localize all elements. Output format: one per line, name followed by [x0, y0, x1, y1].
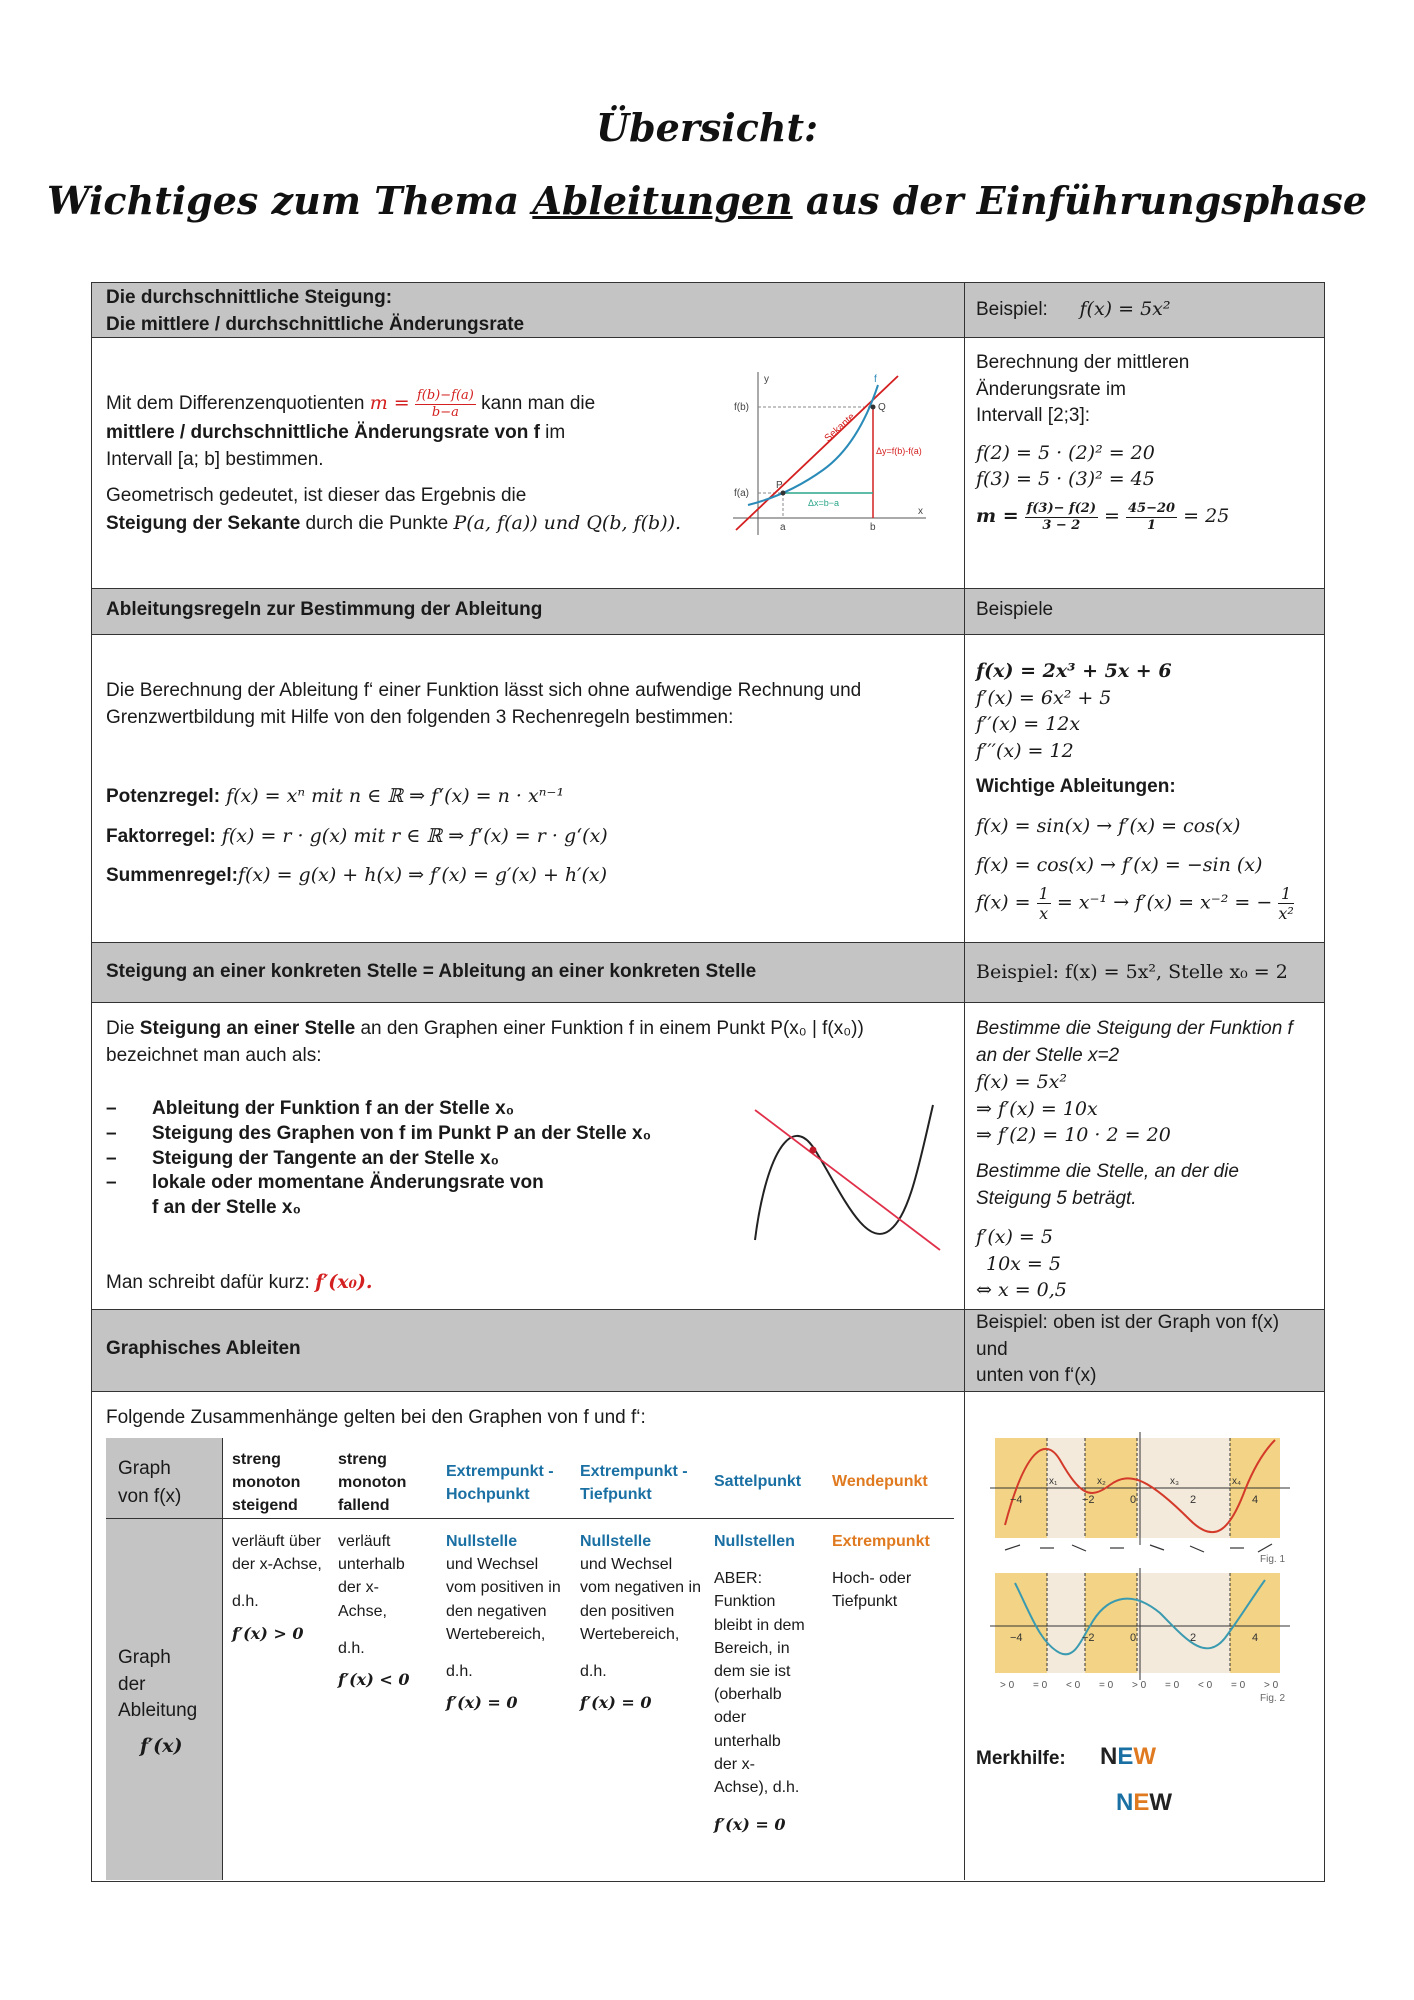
dy-label: Δy=f(b)-f(a) — [876, 446, 922, 456]
point-P — [781, 491, 786, 496]
y-axis-label: y — [764, 374, 769, 385]
row-line — [91, 634, 1324, 635]
row-line — [91, 942, 1324, 943]
f-label: f — [874, 374, 877, 385]
section1-header: Die durchschnittliche Steigung: Die mittlere / durchschnittliche Änderungsrate — [106, 287, 525, 335]
svg-text:−2: −2 — [1082, 1632, 1095, 1644]
svg-text:x₂: x₂ — [1097, 1476, 1106, 1487]
list-item: – Ableitung der Funktion f an der Stelle x₀ — [106, 1097, 706, 1122]
sign-row — [1000, 1680, 1279, 1691]
section3-right-header: Beispiel: f(x) = 5x², Stelle x₀ = 2 — [976, 961, 1288, 983]
fb-label: f(b) — [734, 402, 749, 413]
section1-text: Mit dem Differenzenquotienten m = $\frac{f(b)-f(a)}{b-a}$ kann man die mittlere / durchschnittliche Änderungsrate von f im Intervall [a; b] bestimmen. Geometrisch gedeutet, ist dieser das Ergebnis die Steigung der Sekante durch die Punkte P(a, f(a)) und Q(b, f(b)). — [106, 388, 682, 534]
svg-text:2: 2 — [1190, 1632, 1197, 1644]
svg-text:−4: −4 — [1010, 1632, 1023, 1644]
svg-text:> 0: > 0 — [1264, 1680, 1279, 1691]
P-label: P — [776, 480, 783, 491]
tangent-figure — [745, 1100, 945, 1255]
row2-label: Graph der Ableitung f′(x) — [118, 1647, 198, 1757]
list-item: – Steigung der Tangente an der Stelle x₀ — [106, 1147, 706, 1172]
svg-text:= 0: = 0 — [1033, 1680, 1048, 1691]
svg-text:> 0: > 0 — [1000, 1680, 1015, 1691]
figure-2 — [990, 1568, 1300, 1703]
section4-intro: Folgende Zusammenhänge gelten bei den Graphen von f und f‘: — [106, 1407, 646, 1428]
a-label: a — [780, 522, 786, 533]
Q-label: Q — [878, 402, 886, 413]
svg-text:x₃: x₃ — [1170, 1476, 1180, 1487]
tangent-line — [755, 1110, 940, 1250]
section2-right-header: Beispiele — [976, 599, 1054, 620]
row-line — [91, 1002, 1324, 1003]
point-Q — [871, 405, 876, 410]
col-header-wendepunkt: Wendepunkt — [832, 1473, 928, 1490]
secant-figure — [728, 370, 928, 545]
section1-right: Berechnung der mittleren Änderungsrate im Intervall [2;3]: f(2) = 5 · (2)² = 20 f(3) = 5 · (3)² = 45 m = $\frac{f(3)- f(2)}{3 - 2}$ = $\frac{45-20}{1}$ = 25 — [976, 352, 1230, 533]
b-label: b — [870, 522, 876, 533]
svg-text:Fig. 2: Fig. 2 — [1260, 1693, 1286, 1703]
function-curve — [755, 1105, 933, 1240]
svg-text:4: 4 — [1252, 1632, 1259, 1644]
row1-label: Graph von f(x) — [118, 1458, 182, 1507]
page-title-line2: Wichtiges zum Thema Ableitungen aus der Einführungsphase — [46, 178, 1368, 223]
svg-text:= 0: = 0 — [1165, 1680, 1180, 1691]
svg-text:−2: −2 — [1082, 1494, 1095, 1506]
section2-header: Ableitungsregeln zur Bestimmung der Ableitung — [106, 599, 543, 620]
new-mnemonic-1: NEW — [1100, 1743, 1157, 1770]
svg-text:= 0: = 0 — [1231, 1680, 1246, 1691]
section4-header: Graphisches Ableiten — [106, 1338, 301, 1359]
svg-text:x₄: x₄ — [1232, 1476, 1242, 1487]
svg-text:−4: −4 — [1010, 1494, 1023, 1506]
section1-right-header: Beispiel: f(x) = 5x² — [976, 298, 1171, 320]
new-mnemonic-2: NEW — [1116, 1789, 1173, 1816]
col-header-fallend: streng monoton fallend — [338, 1451, 407, 1515]
section2-examples: f(x) = 2x³ + 5x + 6 f′(x) = 6x² + 5 f′′(x) = 12x f′′′(x) = 12 Wichtige Ableitungen: f(x) = sin(x) → f′(x) = cos(x) f(x) = cos(x) → f′(x) = −sin (x) f(x) = $\frac{1}{x}$ = x⁻¹ → f′(x) = x⁻² = − $\frac{1}{\text{x²}}$ — [976, 660, 1294, 924]
column-divider — [964, 282, 965, 1880]
svg-text:4: 4 — [1252, 1494, 1259, 1506]
col-header-tiefpunkt: Extrempunkt - Tiefpunkt — [580, 1463, 688, 1504]
x-axis-label: x — [918, 506, 923, 517]
col-header-hochpunkt: Extrempunkt - Hochpunkt — [446, 1463, 554, 1504]
col-header-sattelpunkt: Sattelpunkt — [714, 1473, 802, 1490]
svg-text:2: 2 — [1190, 1494, 1197, 1506]
page-title-line1: Übersicht: — [595, 105, 819, 150]
row-line — [91, 1391, 1324, 1392]
graph-table-rowline — [106, 1518, 954, 1519]
tangent-point — [810, 1147, 817, 1154]
slope-arrows — [1005, 1544, 1272, 1552]
section3-right: Bestimme die Steigung der Funktion f an der Stelle x=2 f(x) = 5x² ⇒ f′(x) = 10x ⇒ f′(2) = 10 · 2 = 20 Bestimme die Stelle, an der die Steigung 5 beträgt. f′(x) = 5 10x = 5 ⇔ x = 0,5 — [976, 1018, 1293, 1302]
svg-text:x₁: x₁ — [1049, 1476, 1058, 1487]
secant-label: Sekante — [822, 411, 858, 445]
svg-text:> 0: > 0 — [1132, 1680, 1147, 1691]
graph-table-divider — [222, 1438, 223, 1880]
svg-text:< 0: < 0 — [1198, 1680, 1213, 1691]
svg-text:0: 0 — [1130, 1494, 1137, 1506]
section2-text: Die Berechnung der Ableitung f‘ einer Funktion lässt sich ohne aufwendige Rechnung und Grenzwertbildung mit Hilfe von den folgenden 3 Rechenregeln bestimmen: Potenzregel: f(x) = xⁿ mit n ∈ ℝ ⇒ f‘(x) = n · xⁿ⁻¹ Faktorregel: f(x) = r · g(x) mit r ∈ ℝ ⇒ f‘(x) = r · g‘(x) Summenregel:f(x) = g(x) + h(x) ⇒ f′(x) = g′(x) + h′(x) — [106, 680, 862, 887]
fa-label: f(a) — [734, 488, 749, 499]
section4-right-header: Beispiel: oben ist der Graph von f(x) und unten von f‘(x) — [976, 1312, 1280, 1387]
list-item: – Steigung des Graphen von f im Punkt P an der Stelle x₀ — [106, 1122, 706, 1147]
list-item: – lokale oder momentane Änderungsrate von f an der Stelle x₀ — [106, 1171, 706, 1220]
figure-1 — [990, 1430, 1300, 1565]
svg-text:Fig. 1: Fig. 1 — [1260, 1554, 1286, 1565]
merkhilfe-label: Merkhilfe: — [976, 1748, 1066, 1769]
svg-text:= 0: = 0 — [1099, 1680, 1114, 1691]
function-curve — [748, 385, 878, 505]
col-header-steigend: streng monoton steigend — [232, 1451, 301, 1515]
svg-text:< 0: < 0 — [1066, 1680, 1081, 1691]
dx-label: Δx=b−a — [808, 498, 840, 508]
svg-text:0: 0 — [1130, 1632, 1137, 1644]
row-line — [91, 588, 1324, 589]
section3-header: Steigung an einer konkreten Stelle = Ableitung an einer konkreten Stelle — [106, 961, 757, 982]
section3-text: Die Steigung an einer Stelle an den Graphen einer Funktion f in einem Punkt P(x₀ | f(x₀)) bezeichnet man auch als: – Ableitung der Funktion f an der Stelle x₀ – Steigung des Graphen von f im Punkt P an der Stelle x₀ – Steigung der Tangente an der Stelle x₀ – lokale oder momentane Änderungsrate von f an der Stelle x₀ Man schreibt dafür kurz: f′(x₀). — [106, 1016, 946, 1296]
